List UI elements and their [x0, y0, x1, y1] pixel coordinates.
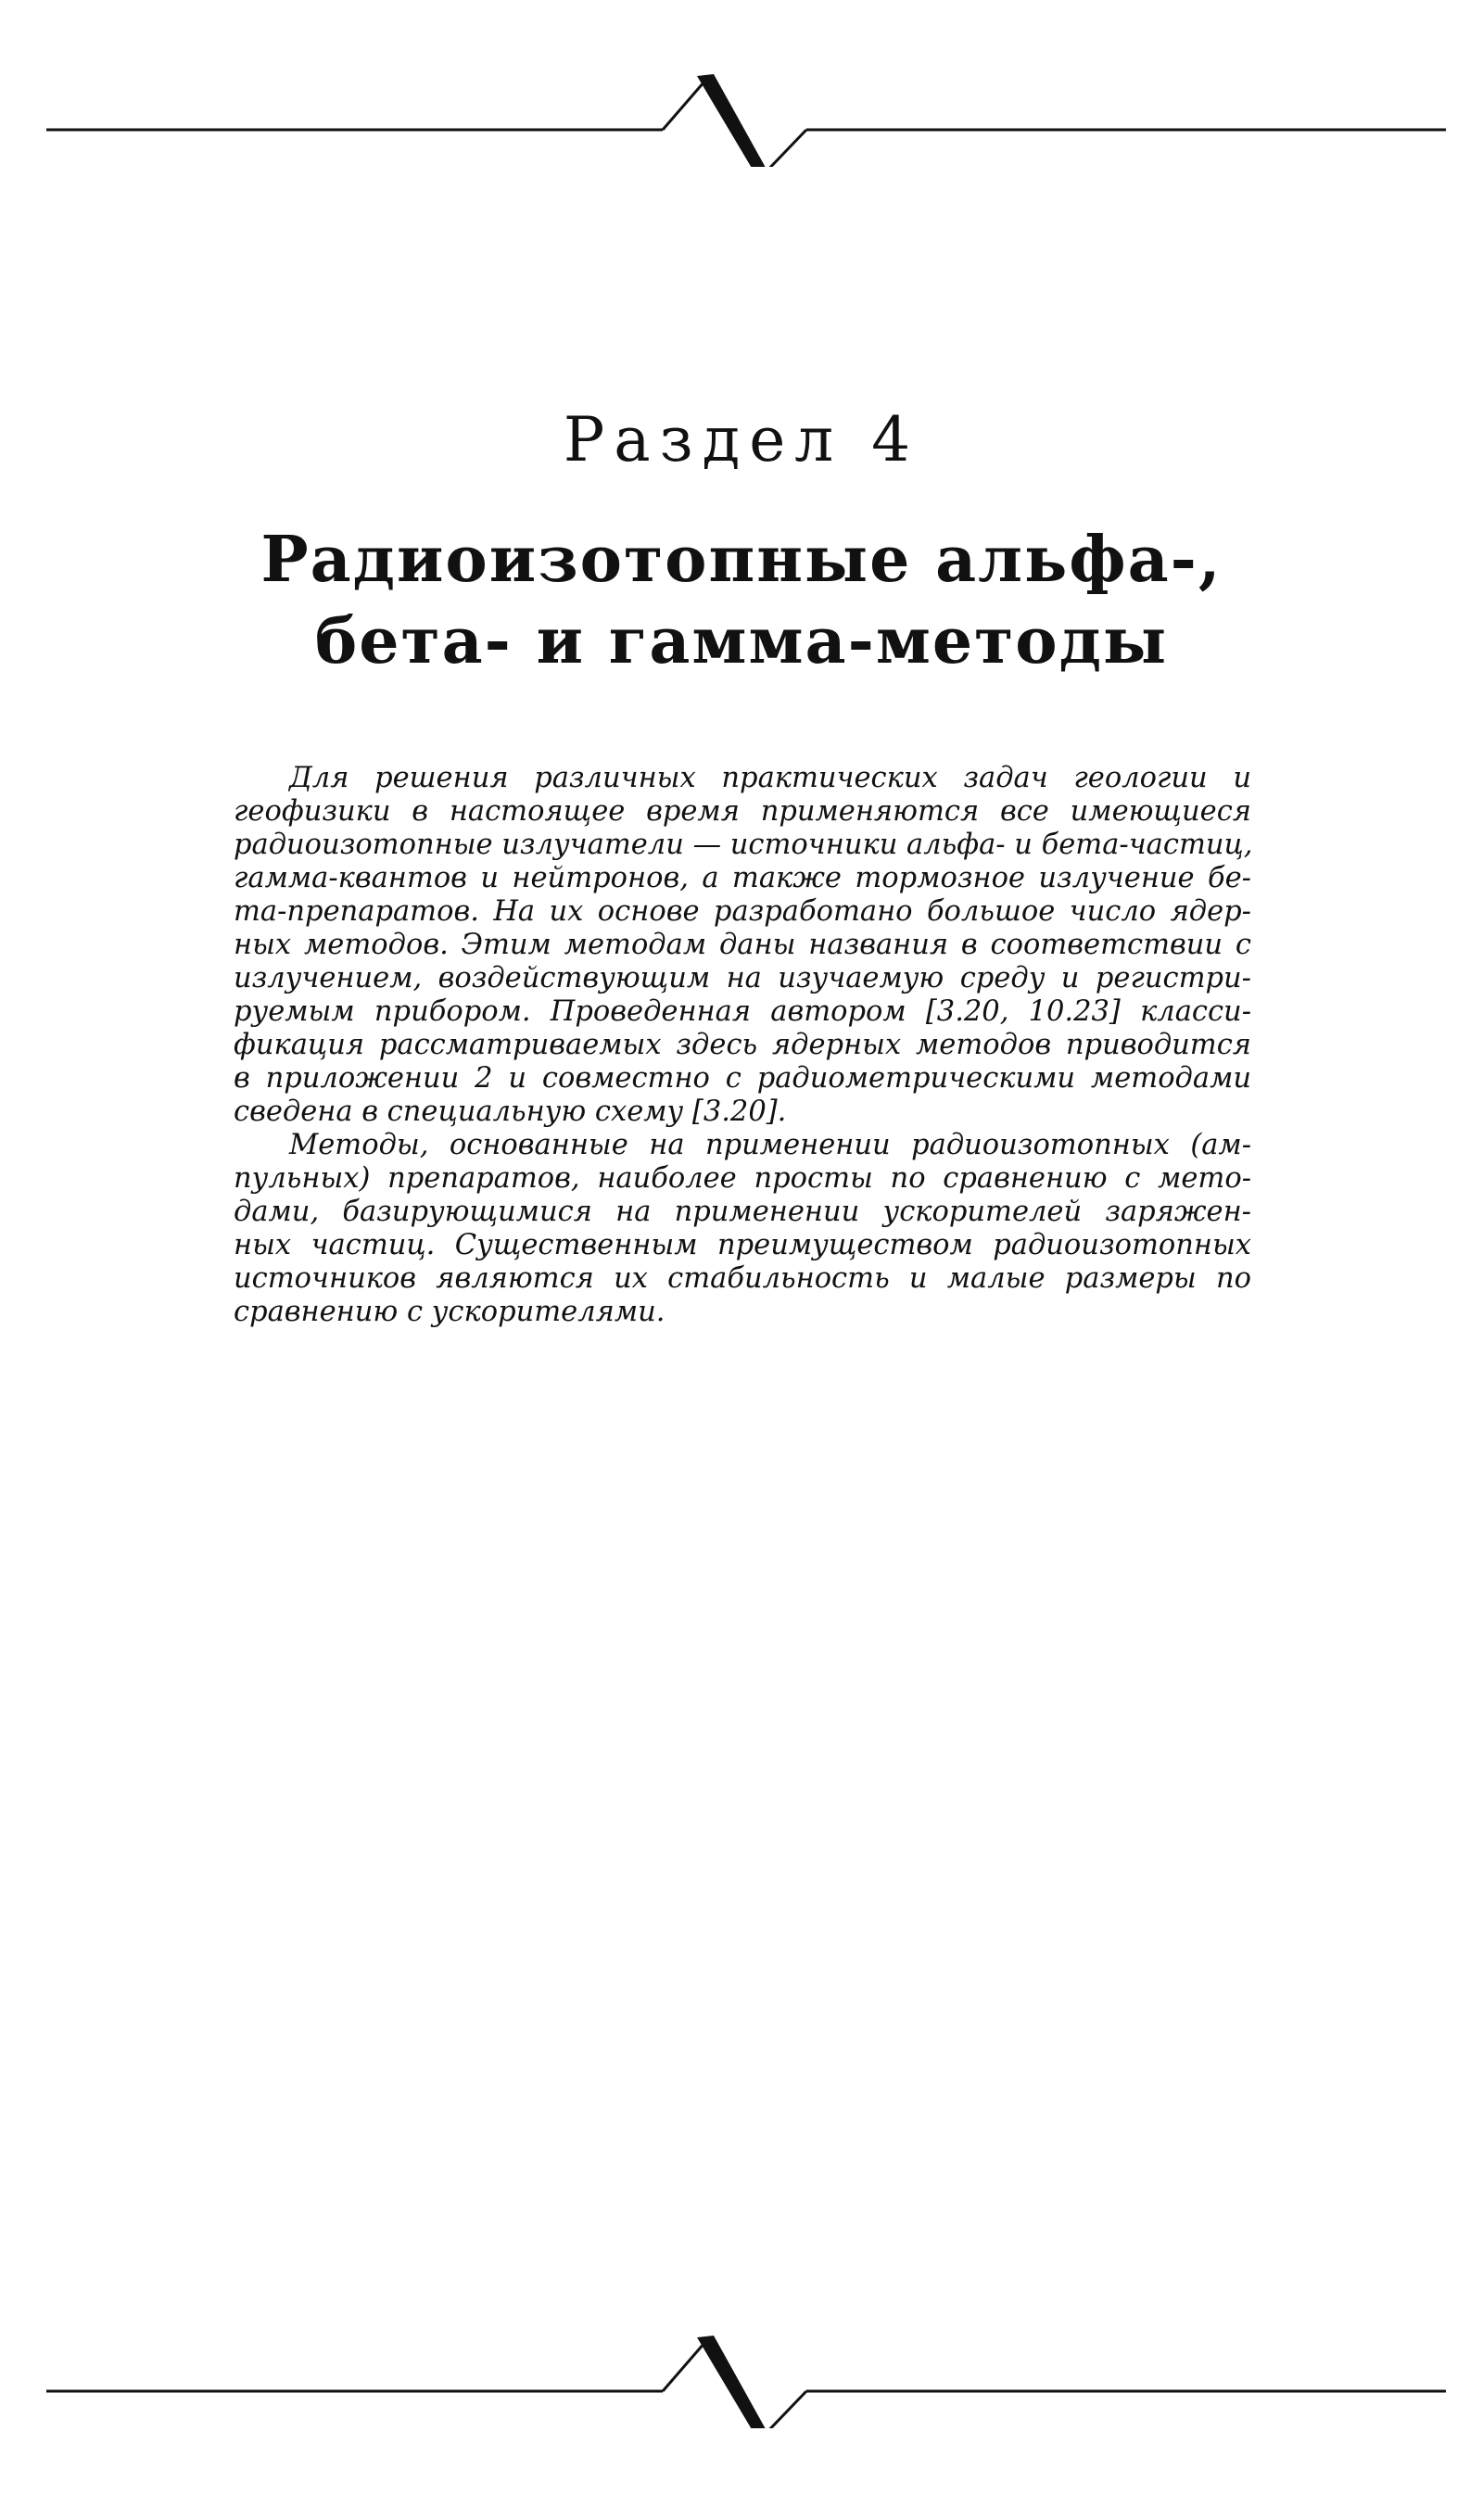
text-line: гамма-квантов и нейтронов, а также тормозное излучение бе- [234, 862, 1251, 894]
text-line: источников являются их стабильность и малые размеры по [234, 1262, 1251, 1295]
text-line: радиоизотопные излучатели — источники альфа- и бета-частиц, [234, 829, 1253, 861]
text-line: ных методов. Этим методам даны названия в соответствии с [234, 929, 1251, 961]
text-line: излучением, воздействующим на изучаемую среду и регистри- [234, 962, 1251, 994]
text-line: в приложении 2 и совместно с радиометрическими методами [234, 1062, 1251, 1095]
text-line: сравнению с ускорителями. [234, 1296, 665, 1328]
text-line: сведена в специальную схему [3.20]. [234, 1095, 787, 1128]
paragraph-2 [234, 1129, 1251, 1329]
top-ornament [0, 56, 1483, 167]
text-line: ных частиц. Существенным преимуществом радиоизотопных [234, 1229, 1251, 1261]
text-line: дами, базирующимися на применении ускорителей заряжен- [234, 1196, 1251, 1228]
section-title [0, 519, 1483, 682]
text-line: пульных) препаратов, наиболее просты по сравнению с мето- [234, 1162, 1251, 1195]
text-line: руемым прибором. Проведенная автором [3.20, 10.23] класси- [234, 995, 1251, 1028]
text-line: геофизики в настоящее время применяются все имеющиеся [234, 795, 1251, 828]
intro-text [234, 762, 1251, 1329]
section-title-line-1: Радиоизотопные альфа-, [260, 523, 1223, 597]
text-line: фикация рассматриваемых здесь ядерных методов приводится [234, 1029, 1251, 1061]
section-label: Раздел 4 [563, 404, 920, 475]
section-title-line-2: бета- и гамма-методы [314, 604, 1169, 678]
text-line: Для решения различных практических задач геологии и [289, 762, 1251, 794]
paragraph-1 [234, 762, 1251, 1129]
bottom-ornament [0, 2317, 1483, 2428]
text-line: Методы, основанные на применении радиоизотопных (ам- [289, 1129, 1251, 1161]
text-line: та-препаратов. На их основе разработано большое число ядер- [234, 895, 1251, 928]
